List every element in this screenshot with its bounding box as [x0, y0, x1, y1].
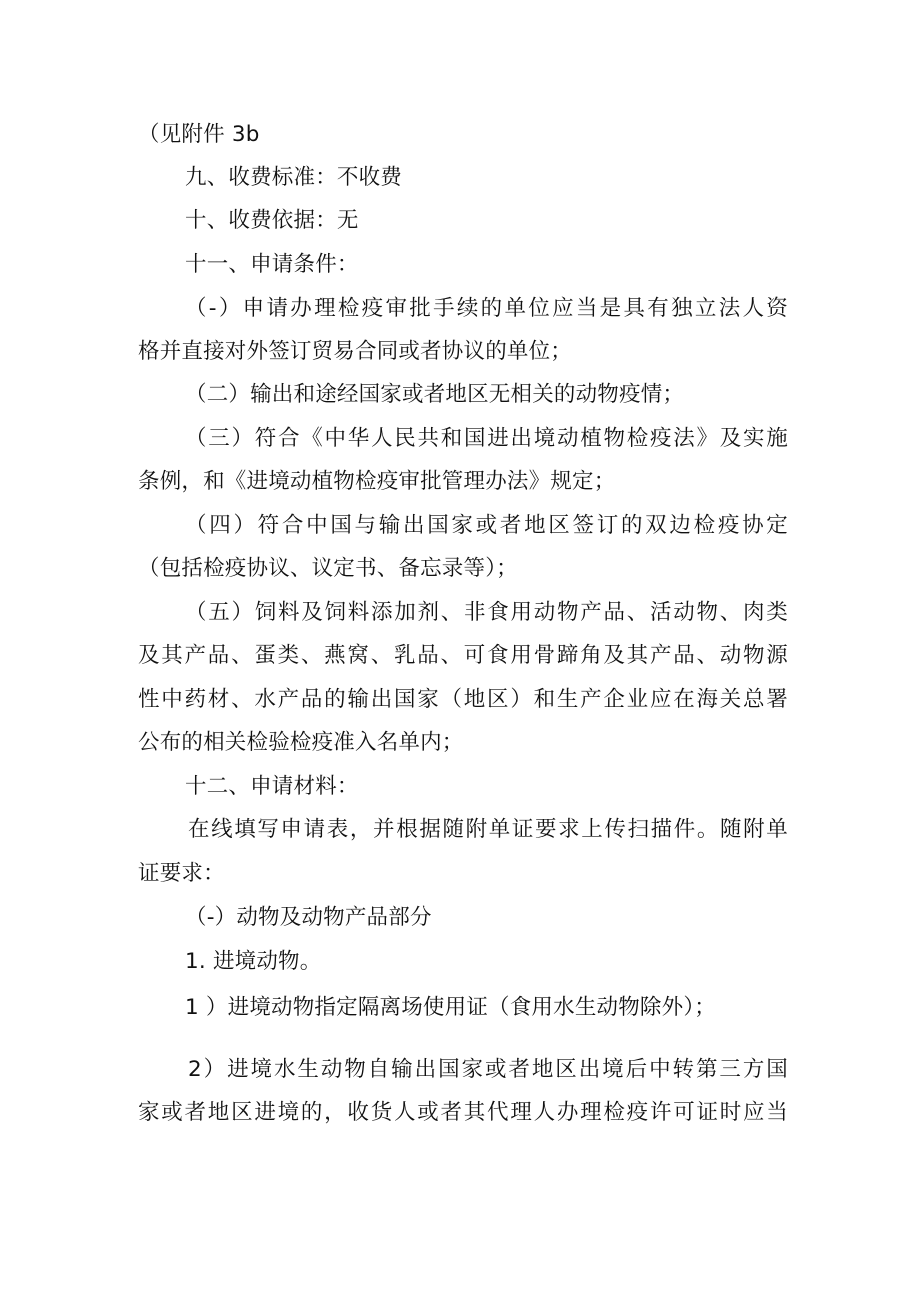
text-line-condition-5b: 及其产品、蛋类、燕窝、乳品、可食用骨蹄角及其产品、动物源 — [138, 643, 788, 668]
text-line-item-1-2b: 家或者地区进境的，收货人或者其代理人办理检疫许可证时应当 — [138, 1100, 788, 1125]
text-line-condition-4b: （包括检疫协议、议定书、备忘录等）； — [138, 556, 518, 581]
text-line-condition-2: （二）输出和途经国家或者地区无相关的动物疫情； — [185, 382, 685, 407]
text-line-fee-basis: 十、收费依据：无 — [185, 208, 359, 233]
text-line-materials-heading: 十二、申请材料： — [185, 774, 359, 799]
text-line-materials-intro-b: 证要求： — [138, 861, 225, 886]
text-line-condition-1b: 格并直接对外签订贸易合同或者协议的单位； — [138, 339, 573, 364]
text-line-materials-intro-a: 在线填写申请表，并根据随附单证要求上传扫描件。随附单 — [188, 817, 788, 842]
text-line-item-1-1: 1 ）进境动物指定隔离场使用证（食用水生动物除外）； — [185, 995, 716, 1020]
text-line-condition-5c: 性中药材、水产品的输出国家（地区）和生产企业应在海关总署 — [138, 687, 788, 712]
text-line-condition-5d: 公布的相关检验检疫准入名单内； — [138, 730, 464, 755]
text-line-condition-3a: （三）符合《中华人民共和国进出境动植物检疫法》及实施 — [185, 426, 788, 451]
text-line-conditions-heading: 十一、申请条件： — [185, 252, 359, 277]
text-line-condition-5a: （五）饲料及饲料添加剂、非食用动物产品、活动物、肉类 — [185, 600, 788, 625]
text-line-condition-1a: （-）申请办理检疫审批手续的单位应当是具有独立法人资 — [185, 296, 788, 321]
text-line-fee-standard: 九、收费标准：不收费 — [185, 165, 403, 190]
text-line-condition-4a: （四）符合中国与输出国家或者地区签订的双边检疫协定 — [185, 513, 788, 538]
text-line-condition-3b: 条例，和《进境动植物检疫审批管理办法》规定； — [138, 469, 616, 494]
text-line-item-1: 1. 进境动物。 — [185, 949, 322, 974]
text-line-animal-section: （-）动物及动物产品部分 — [185, 905, 432, 930]
text-line-attachment-ref: （见附件 3b — [138, 122, 260, 147]
text-line-item-1-2a: 2）进境水生动物自输出国家或者地区出境后中转第三方国 — [188, 1057, 788, 1082]
